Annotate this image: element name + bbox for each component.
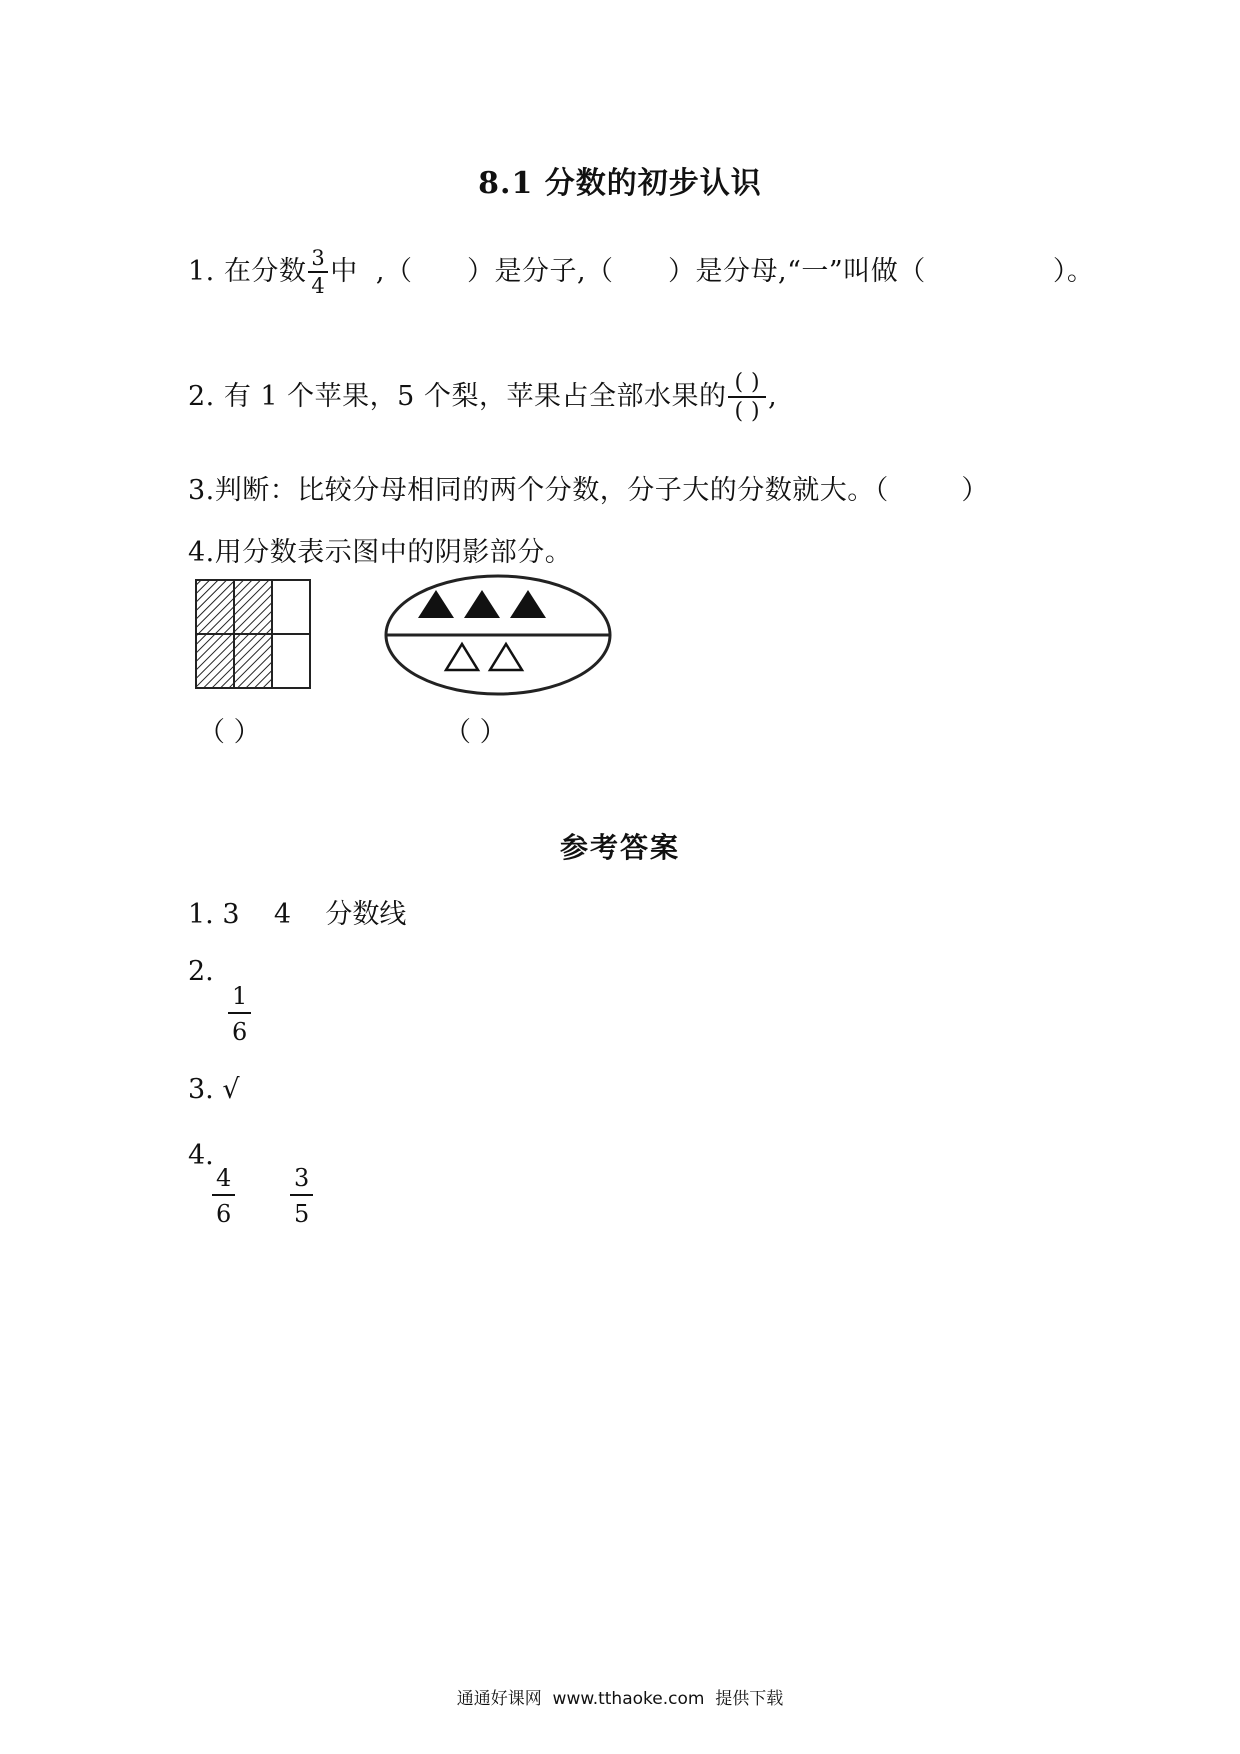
grid-cell-empty bbox=[272, 580, 310, 634]
question-1-suffix: 中 ,（ ）是分子,（ ）是分母,“一”叫做（ ）。 bbox=[330, 256, 1095, 287]
answer-4-fraction-2 bbox=[290, 1166, 313, 1226]
question-3 bbox=[188, 468, 989, 507]
answer-4-fraction-1 bbox=[212, 1166, 235, 1226]
fraction-numerator: 1 bbox=[232, 982, 248, 1010]
question-4-text: 4.用分数表示图中的阴影部分。 bbox=[188, 537, 573, 568]
question-2-end: , bbox=[768, 381, 778, 412]
grid-cell-shaded bbox=[196, 634, 234, 688]
fraction-denominator: 4 bbox=[308, 271, 328, 297]
fraction-numerator: 3 bbox=[311, 246, 326, 270]
grid-cell-shaded bbox=[234, 580, 272, 634]
fraction-numerator: 4 bbox=[216, 1164, 232, 1192]
answer-1: 1. 3 4 分数线 bbox=[188, 899, 407, 930]
answer-blank-grid: （ ） bbox=[198, 717, 261, 748]
grid-cell-shaded bbox=[196, 580, 234, 634]
question-2-text: 2. 有 1 个苹果，5 个梨，苹果占全部水果的 bbox=[188, 381, 727, 412]
shaded-grid-figure bbox=[194, 578, 314, 690]
fraction-denominator-blank: ( ) bbox=[728, 396, 766, 423]
grid-cell-empty bbox=[272, 634, 310, 688]
question-4 bbox=[188, 530, 572, 569]
answer-blank-ellipse: （ ） bbox=[444, 717, 507, 748]
fraction-three-quarters bbox=[308, 248, 328, 297]
fraction-denominator: 6 bbox=[212, 1194, 235, 1226]
fraction-numerator: 3 bbox=[294, 1164, 310, 1192]
answer-4-label: 4. bbox=[188, 1140, 214, 1171]
question-2 bbox=[188, 372, 777, 423]
answer-fraction-blank bbox=[728, 372, 766, 423]
footer-source: 通通好课网 www.tthaoke.com 提供下载 bbox=[456, 1689, 784, 1709]
question-1-prefix: 1. 在分数 bbox=[188, 256, 307, 287]
page-title: 8.1 分数的初步认识 bbox=[478, 166, 762, 201]
answers-title: 参考答案 bbox=[559, 831, 680, 864]
answer-2-label: 2. bbox=[188, 956, 214, 987]
answer-3: 3. √ bbox=[188, 1074, 240, 1105]
triangles-ellipse-figure bbox=[382, 572, 614, 698]
fraction-denominator: 5 bbox=[290, 1194, 313, 1226]
fraction-denominator: 6 bbox=[228, 1012, 251, 1044]
question-1 bbox=[188, 248, 1094, 297]
answer-2-fraction bbox=[228, 984, 251, 1044]
fraction-numerator-blank: ( ) bbox=[734, 370, 761, 395]
grid-cell-shaded bbox=[234, 634, 272, 688]
question-3-text: 3.判断：比较分母相同的两个分数，分子大的分数就大。（ ） bbox=[188, 475, 989, 506]
